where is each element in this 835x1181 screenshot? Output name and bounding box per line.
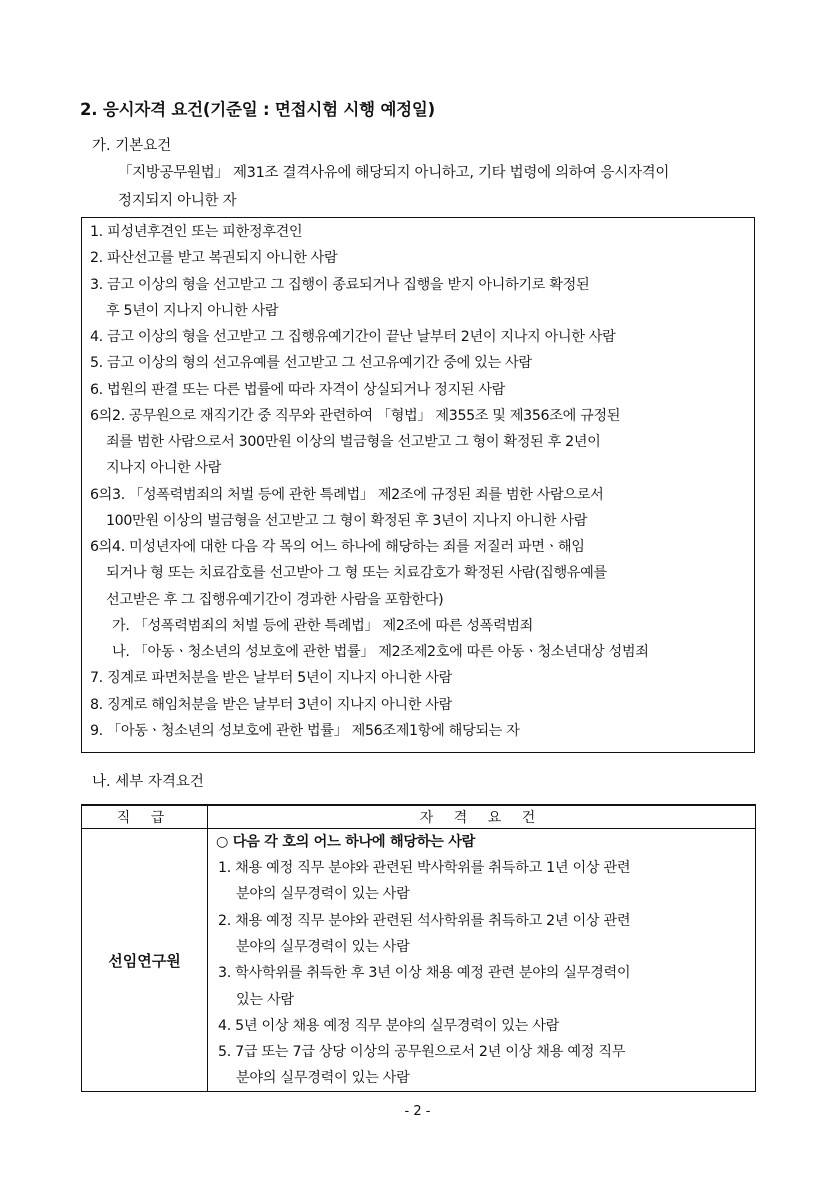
detail-requirements-label: 나. 세부 자격요건 [92, 774, 204, 790]
disqualification-item: 6의4. 미성년자에 대한 다음 각 목의 어느 하나에 해당하는 죄를 저질러 파면ㆍ해임 [90, 539, 585, 555]
section-heading: 2. 응시자격 요건(기준일 : 면접시험 시행 예정일) [80, 100, 435, 119]
disqualification-item: 2. 파산선고를 받고 복권되지 아니한 사람 [90, 250, 338, 266]
disqualification-item-continued: 되거나 형 또는 치료감호를 선고받아 그 형 또는 치료감호가 확정된 사람(집행유예를 [106, 565, 607, 581]
disqualification-item-continued: 선고받은 후 그 집행유예기간이 경과한 사람을 포함한다) [106, 592, 444, 608]
disqualification-item-continued: 100만원 이상의 벌금형을 선고받고 그 형이 확정된 후 3년이 지나지 아니한 사람 [106, 513, 588, 529]
disqualification-subitem: 나. 「아동ㆍ청소년의 성보호에 관한 법률」 제2조제2호에 따른 아동ㆍ청소년대상 성범죄 [112, 644, 649, 660]
disqualification-item: 6. 법원의 판결 또는 다른 법률에 따라 자격이 상실되거나 정지된 사람 [90, 382, 506, 398]
page-number: - 2 - [404, 1104, 431, 1119]
disqualification-item: 6의3. 「성폭력범죄의 처벌 등에 관한 특례법」 제2조에 규정된 죄를 범한 사람으로서 [90, 487, 604, 503]
table-header-row [82, 805, 756, 829]
column-header-rank: 직 급 [82, 805, 208, 829]
disqualification-item: 3. 금고 이상의 형을 선고받고 그 집행이 종료되거나 집행을 받지 아니하기로 확정된 [90, 277, 590, 293]
disqualification-item: 1. 피성년후견인 또는 피한정후견인 [90, 224, 303, 240]
column-header-requirements: 자 격 요 건 [208, 805, 756, 829]
requirement-line: 4. 5년 이상 채용 예정 직무 분야의 실무경력이 있는 사람 [218, 1018, 560, 1034]
disqualification-item: 5. 금고 이상의 형의 선고유예를 선고받고 그 선고유예기간 중에 있는 사람 [90, 355, 532, 371]
basic-requirements-text-line: 정지되지 아니한 자 [118, 193, 237, 209]
requirement-line: 분야의 실무경력이 있는 사람 [236, 939, 410, 955]
qualification-table [81, 804, 756, 1092]
disqualification-item-continued: 죄를 범한 사람으로서 300만원 이상의 벌금형을 선고받고 그 형이 확정된 후 2년이 [106, 434, 601, 450]
disqualification-item: 7. 징계로 파면처분을 받은 날부터 5년이 지나지 아니한 사람 [90, 670, 452, 686]
requirement-line: 3. 학사학위를 취득한 후 3년 이상 채용 예정 관련 분야의 실무경력이 [218, 965, 631, 981]
basic-requirements-label: 가. 기본요건 [92, 138, 172, 154]
requirement-line: 분야의 실무경력이 있는 사람 [236, 1070, 410, 1086]
disqualification-item-continued: 지나지 아니한 사람 [106, 460, 222, 476]
requirement-line: 5. 7급 또는 7급 상당 이상의 공무원으로서 2년 이상 채용 예정 직무 [218, 1044, 626, 1060]
requirement-intro: ○ 다음 각 호의 어느 하나에 해당하는 사람 [216, 834, 476, 850]
disqualification-item: 8. 징계로 해임처분을 받은 날부터 3년이 지나지 아니한 사람 [90, 697, 452, 713]
table-row [82, 829, 756, 1092]
requirement-line: 있는 사람 [236, 992, 294, 1008]
disqualification-item: 9. 「아동ㆍ청소년의 성보호에 관한 법률」 제56조제1항에 해당되는 자 [90, 723, 520, 739]
requirement-line: 1. 채용 예정 직무 분야와 관련된 박사학위를 취득하고 1년 이상 관련 [218, 860, 631, 876]
requirement-line: 2. 채용 예정 직무 분야와 관련된 석사학위를 취득하고 2년 이상 관련 [218, 913, 631, 929]
disqualification-item: 6의2. 공무원으로 재직기간 중 직무와 관련하여 「형법」 제355조 및 제356조에 규정된 [90, 408, 621, 424]
disqualification-item: 4. 금고 이상의 형을 선고받고 그 집행유예기간이 끝난 날부터 2년이 지나지 아니한 사람 [90, 329, 616, 345]
rank-cell: 선임연구원 [82, 829, 208, 1092]
basic-requirements-text-line: 「지방공무원법」 제31조 결격사유에 해당되지 아니하고, 기타 법령에 의하여 응시자격이 [118, 165, 670, 181]
disqualification-subitem: 가. 「성폭력범죄의 처벌 등에 관한 특례법」 제2조에 따른 성폭력범죄 [112, 618, 534, 634]
requirement-line: 분야의 실무경력이 있는 사람 [236, 886, 410, 902]
disqualification-box [81, 217, 755, 753]
disqualification-item-continued: 후 5년이 지나지 아니한 사람 [106, 303, 279, 319]
requirements-cell [208, 829, 756, 1092]
